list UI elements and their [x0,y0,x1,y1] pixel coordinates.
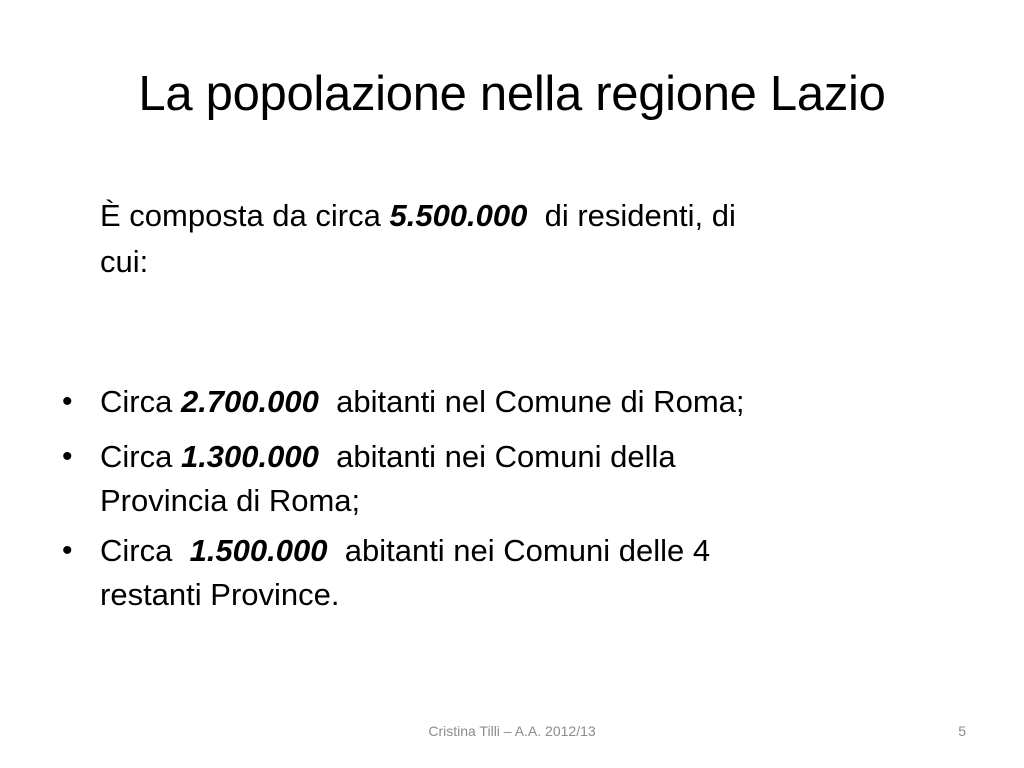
intro-suffix: di residenti, di [527,198,736,233]
bullet-number: 1.500.000 [189,533,328,568]
bullet-number: 2.700.000 [180,384,319,419]
intro-number: 5.500.000 [389,198,528,233]
page-number: 5 [958,723,966,739]
bullet-icon: • [62,385,73,418]
bullet-prefix: Circa [100,384,181,419]
bullet-item [60,429,970,523]
bullet-item [60,523,970,617]
bullet-icon: • [62,534,73,567]
bullet-list [60,374,970,617]
bullet-prefix: Circa [100,439,181,474]
bullet-continuation: Provincia di Roma; [100,483,361,518]
bullet-item [60,374,970,429]
intro-paragraph [60,188,970,284]
slide-footer: Cristina Tilli – A.A. 2012/13 [428,723,596,739]
bullet-number: 1.300.000 [180,439,319,474]
slide-title: La popolazione nella regione Lazio [138,67,886,121]
slide-body [60,188,970,612]
intro-continuation: cui: [100,244,149,279]
bullet-suffix: abitanti nel Comune di Roma; [318,384,745,419]
bullet-continuation: restanti Province. [100,577,340,612]
bullet-suffix: abitanti nei Comuni delle 4 [327,533,711,568]
bullet-icon: • [62,440,73,473]
bullet-suffix: abitanti nei Comuni della [318,439,676,474]
bullet-prefix: Circa [100,533,190,568]
intro-prefix: È composta da circa [100,198,390,233]
